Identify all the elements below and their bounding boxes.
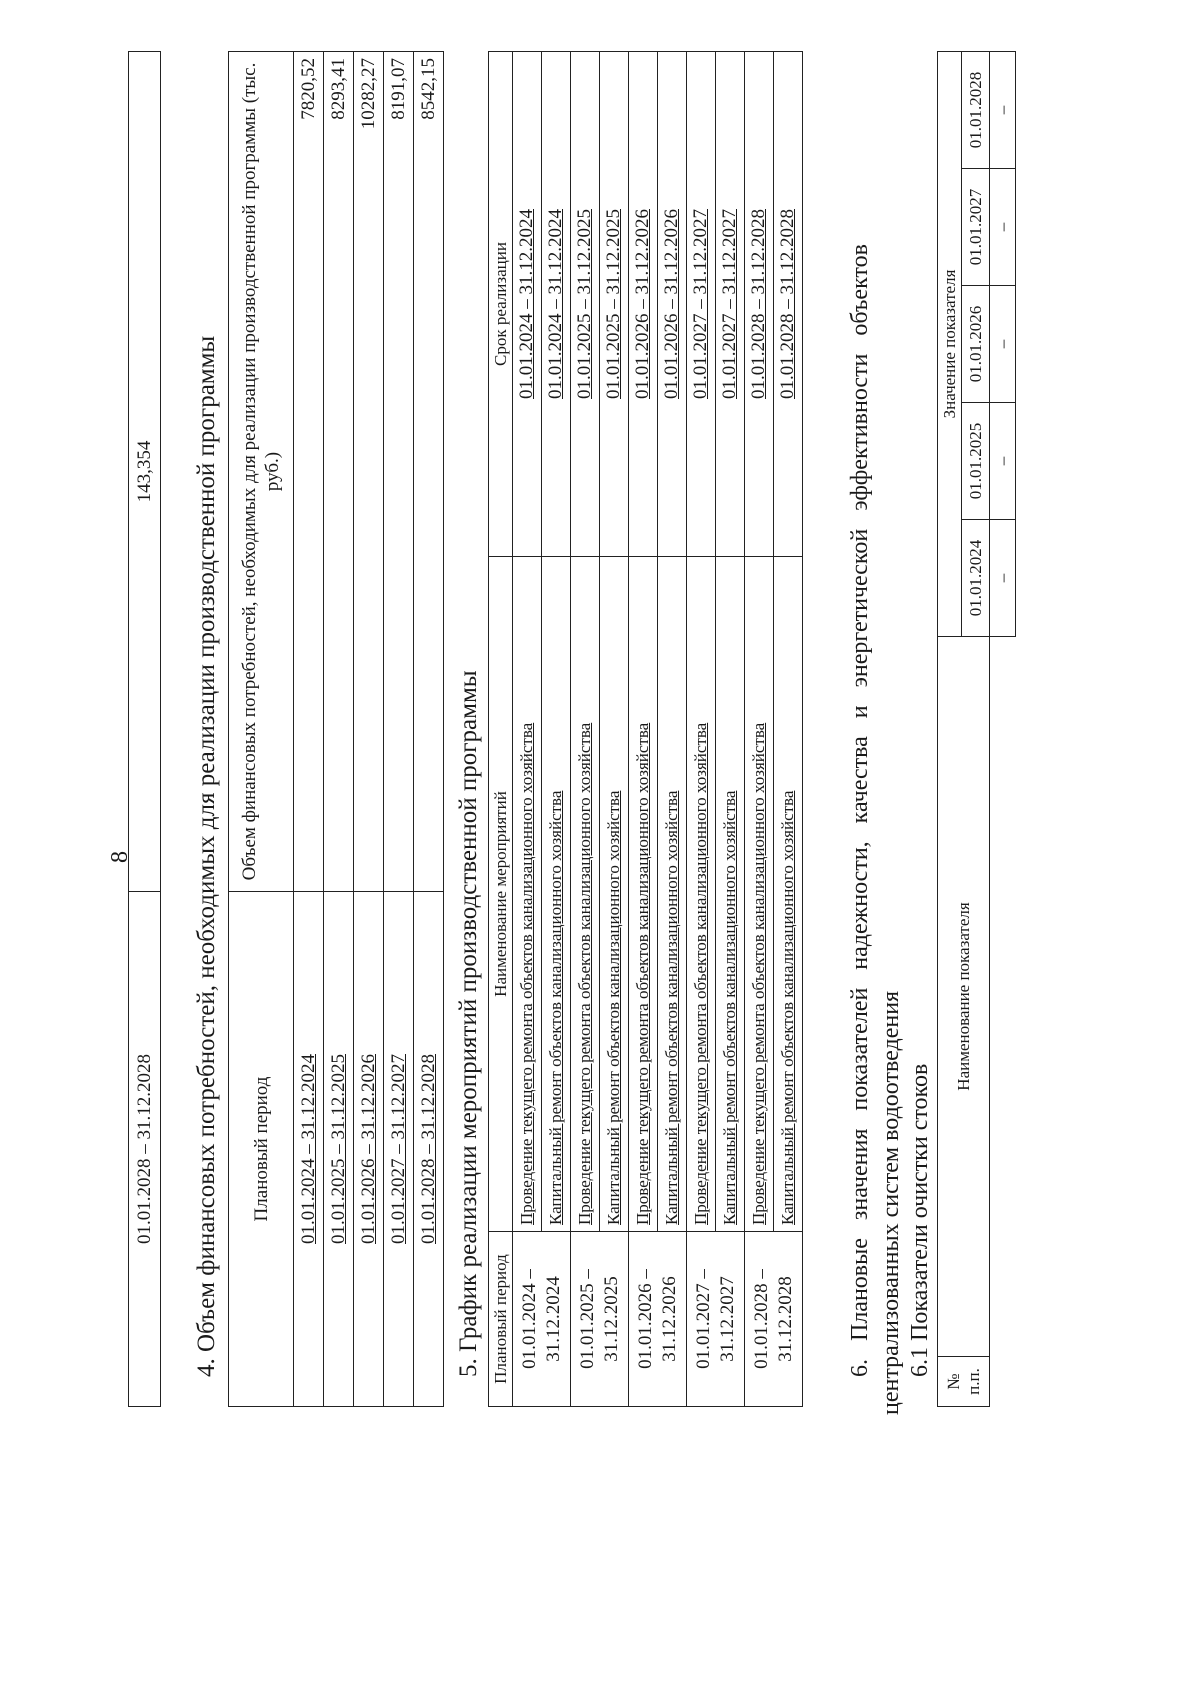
date-header: 01.01.2026 — [962, 286, 990, 403]
table-row — [129, 52, 161, 1407]
table-row — [774, 52, 803, 1407]
financial-needs-table — [228, 51, 444, 1407]
period-cell: 01.01.2028 – 31.12.2028 — [414, 892, 444, 1407]
indicators-table — [937, 51, 1016, 1407]
period-cell: 01.01.2026 – 31.12.2026 — [354, 892, 384, 1407]
value-cell: 8542,15 — [414, 52, 444, 892]
table-header-row — [489, 52, 513, 1407]
value-cell: 7820,52 — [294, 52, 324, 892]
table-row — [294, 52, 324, 1407]
table-row — [571, 52, 600, 1407]
section6-title-line2: централизованных систем водоотведения — [878, 990, 904, 1415]
previous-table — [128, 51, 161, 1407]
term-cell: 01.01.2025 – 31.12.2025 — [571, 52, 600, 557]
term-header: Срок реализации — [489, 52, 513, 557]
date-header: 01.01.2025 — [962, 403, 990, 520]
activity-name-cell: Капитальный ремонт объектов канализационного хозяйства — [542, 557, 571, 1232]
period-cell: 01.01.2027 – 31.12.2027 — [687, 1232, 745, 1407]
table-header-row — [229, 52, 294, 1407]
table-row — [513, 52, 542, 1407]
value-cell: 8293,41 — [324, 52, 354, 892]
table-row — [600, 52, 629, 1407]
schedule-table — [488, 51, 803, 1407]
table-header-row — [938, 51, 962, 1406]
table-row — [716, 52, 745, 1407]
section4-title: 4. Объем финансовых потребностей, необходимых для реализации производственной программы — [193, 335, 220, 1377]
table-row — [990, 51, 1016, 1406]
activity-name-cell: Проведение текущего ремонта объектов канализационного хозяйства — [513, 557, 542, 1232]
empty-cell — [990, 1357, 1016, 1407]
activity-name-cell: Проведение текущего ремонта объектов канализационного хозяйства — [745, 557, 774, 1232]
value-cell: – — [990, 520, 1016, 637]
table-row — [324, 52, 354, 1407]
period-cell: 01.01.2024 – 31.12.2024 — [294, 892, 324, 1407]
value-cell: 143,354 — [129, 52, 161, 892]
table-row — [629, 52, 658, 1407]
term-cell: 01.01.2026 – 31.12.2026 — [629, 52, 658, 557]
section6-title-line1: 6. Плановые значения показателей надежности, качества и энергетической эффективности объектов — [847, 244, 873, 1377]
table-row — [414, 52, 444, 1407]
table-row — [542, 52, 571, 1407]
value-cell: 10282,27 — [354, 52, 384, 892]
value-cell: 8191,07 — [384, 52, 414, 892]
number-header: № п.п. — [938, 1357, 990, 1407]
section5-title: 5. График реализации мероприятий производственной программы — [455, 670, 482, 1377]
section6-subtitle: 6.1 Показатели очистки стоков — [907, 1063, 933, 1377]
activity-name-cell: Проведение текущего ремонта объектов канализационного хозяйства — [629, 557, 658, 1232]
period-cell: 01.01.2025 – 31.12.2025 — [324, 892, 354, 1407]
period-cell: 01.01.2028 – 31.12.2028 — [745, 1232, 803, 1407]
date-header: 01.01.2024 — [962, 520, 990, 637]
period-cell: 01.01.2028 – 31.12.2028 — [129, 892, 161, 1407]
term-cell: 01.01.2027 – 31.12.2027 — [687, 52, 716, 557]
period-cell: 01.01.2027 – 31.12.2027 — [384, 892, 414, 1407]
period-cell: 01.01.2025 – 31.12.2025 — [571, 1232, 629, 1407]
activity-name-cell: Проведение текущего ремонта объектов канализационного хозяйства — [687, 557, 716, 1232]
empty-cell — [990, 637, 1016, 1357]
indicator-value-header: Значение показателя — [938, 51, 962, 636]
period-cell: 01.01.2026 – 31.12.2026 — [629, 1232, 687, 1407]
indicator-name-header: Наименование показателя — [938, 637, 990, 1357]
period-header: Плановый период — [229, 892, 294, 1407]
activity-name-cell: Капитальный ремонт объектов канализационного хозяйства — [716, 557, 745, 1232]
term-cell: 01.01.2027 – 31.12.2027 — [716, 52, 745, 557]
page-number: 8 — [107, 851, 133, 863]
value-cell: – — [990, 286, 1016, 403]
value-cell: – — [990, 403, 1016, 520]
date-header: 01.01.2027 — [962, 169, 990, 286]
term-cell: 01.01.2024 – 31.12.2024 — [542, 52, 571, 557]
term-cell: 01.01.2028 – 31.12.2028 — [774, 52, 803, 557]
period-cell: 01.01.2024 – 31.12.2024 — [513, 1232, 571, 1407]
term-cell: 01.01.2025 – 31.12.2025 — [600, 52, 629, 557]
term-cell: 01.01.2028 – 31.12.2028 — [745, 52, 774, 557]
activity-name-cell: Капитальный ремонт объектов канализационного хозяйства — [600, 557, 629, 1232]
value-cell: – — [990, 51, 1016, 168]
activity-name-cell: Капитальный ремонт объектов канализационного хозяйства — [658, 557, 687, 1232]
name-header: Наименование мероприятий — [489, 557, 513, 1232]
activity-name-cell: Капитальный ремонт объектов канализационного хозяйства — [774, 557, 803, 1232]
table-row — [354, 52, 384, 1407]
volume-header: Объем финансовых потребностей, необходимых для реализации производственной программы (тыс. руб.) — [229, 52, 294, 892]
table-row — [745, 52, 774, 1407]
table-row — [687, 52, 716, 1407]
table-row — [384, 52, 414, 1407]
table-row — [658, 52, 687, 1407]
term-cell: 01.01.2024 – 31.12.2024 — [513, 52, 542, 557]
period-header: Плановый период — [489, 1232, 513, 1407]
value-cell: – — [990, 169, 1016, 286]
activity-name-cell: Проведение текущего ремонта объектов канализационного хозяйства — [571, 557, 600, 1232]
term-cell: 01.01.2026 – 31.12.2026 — [658, 52, 687, 557]
date-header: 01.01.2028 — [962, 51, 990, 168]
